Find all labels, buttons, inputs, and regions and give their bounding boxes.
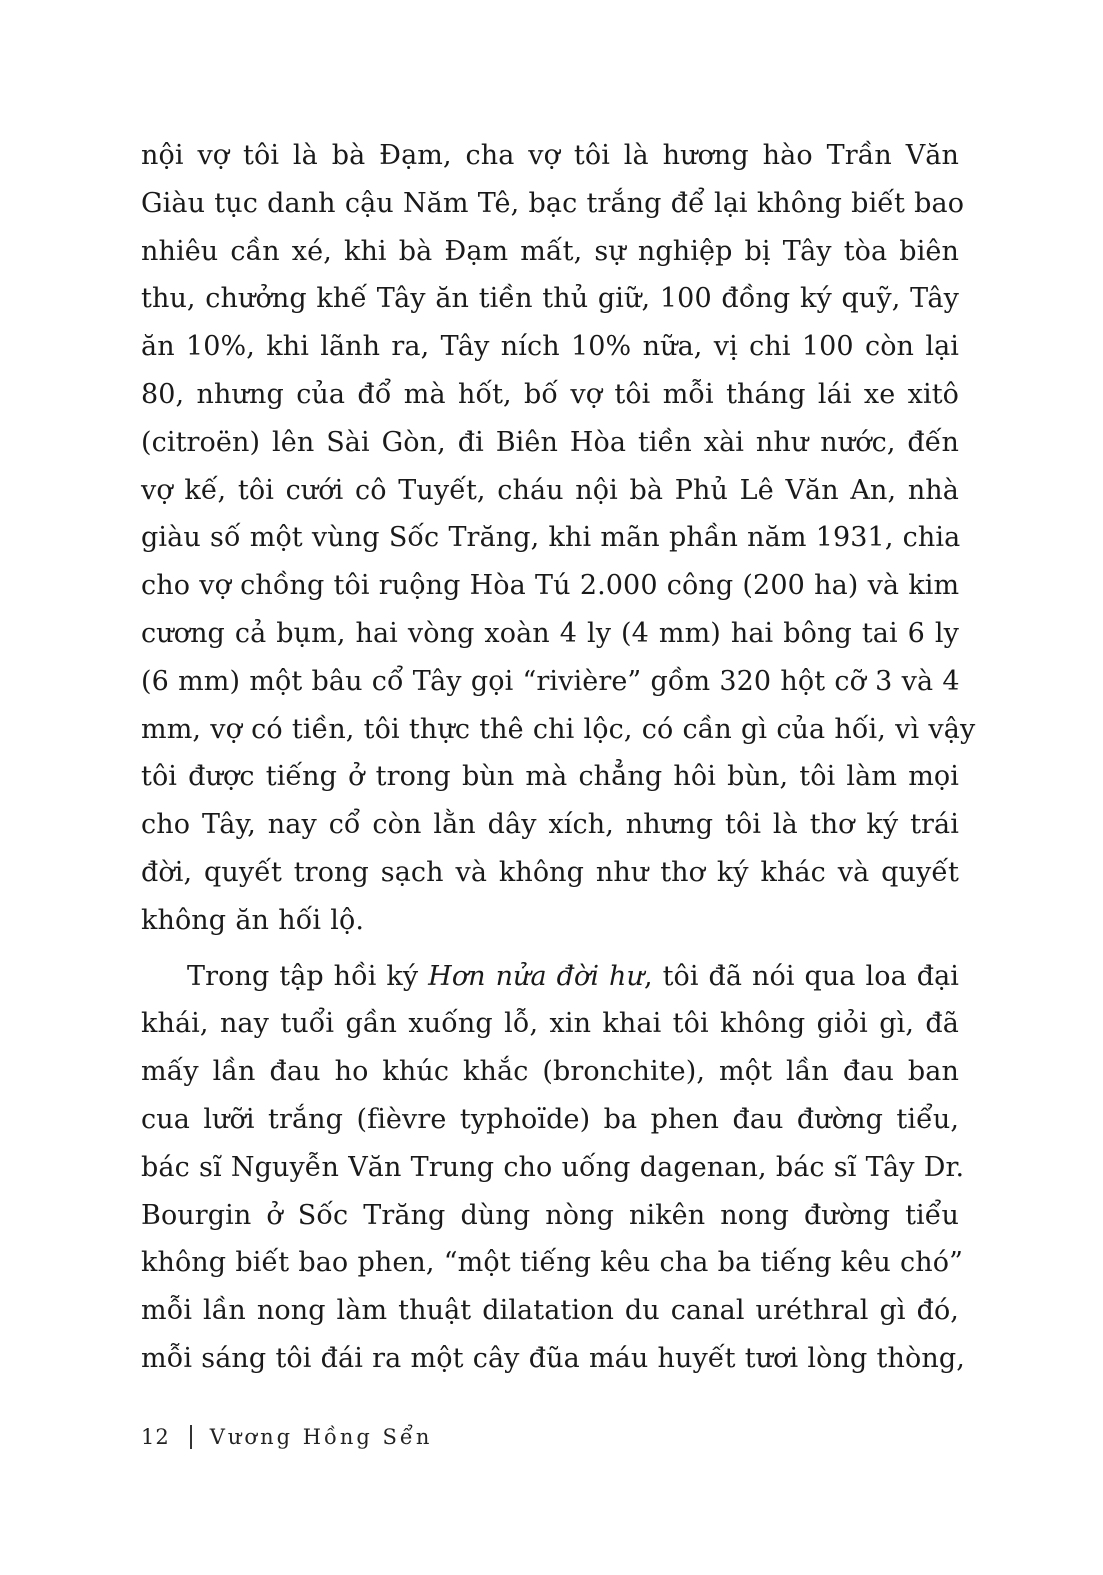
text-line: không ăn hối lộ. bbox=[141, 904, 365, 936]
text-line: khái, nay tuổi gần xuống lỗ, xin khai tôi không giỏi gì, đã bbox=[141, 1008, 959, 1040]
text-line: đời, quyết trong sạch và không như thơ ký khác và quyết bbox=[141, 856, 959, 888]
text-line: mỗi lần nong làm thuật dilatation du canal uréthral gì đó, bbox=[141, 1295, 959, 1327]
text-line: cho vợ chồng tôi ruộng Hòa Tú 2.000 công (200 ha) và kim bbox=[141, 570, 960, 602]
paragraph-1 bbox=[141, 132, 976, 945]
text-line: cua lưỡi trắng (fièvre typhoïde) ba phen đau đường tiểu, bbox=[141, 1103, 959, 1135]
text-line: thu, chưởng khế Tây ăn tiền thủ giữ, 100 đồng ký quỹ, Tây bbox=[141, 283, 959, 315]
text-line: mm, vợ có tiền, tôi thực thê chi lộc, có cần gì của hối, vì vậy bbox=[141, 713, 976, 745]
text-line: cho Tây, nay cổ còn lằn dây xích, nhưng tôi là thơ ký trái bbox=[141, 809, 959, 841]
paragraph-2 bbox=[141, 953, 965, 1383]
text-line: tôi được tiếng ở trong bùn mà chẳng hôi bùn, tôi làm mọi bbox=[141, 761, 959, 793]
book-title-italic: Hơn nửa đời hư bbox=[428, 960, 645, 992]
text-line: 80, nhưng của đổ mà hốt, bố vợ tôi mỗi tháng lái xe xitô bbox=[141, 378, 959, 410]
text-line: bác sĩ Nguyễn Văn Trung cho uống dagenan, bác sĩ Tây Dr. bbox=[141, 1151, 965, 1183]
text-line: Giàu tục danh cậu Năm Tê, bạc trắng để lại không biết bao bbox=[141, 187, 965, 219]
text-run: Trong tập hồi ký bbox=[187, 960, 429, 992]
text-run: , tôi đã nói qua loa đại bbox=[644, 960, 960, 992]
text-line-first bbox=[141, 953, 959, 1001]
text-line: (6 mm) một bâu cổ Tây gọi “rivière” gồm 320 hột cỡ 3 và 4 bbox=[141, 665, 960, 697]
text-line: Bourgin ở Sốc Trăng dùng nòng nikên nong đường tiểu bbox=[141, 1199, 959, 1231]
text-line: mấy lần đau ho khúc khắc (bronchite), một lần đau ban bbox=[141, 1056, 959, 1088]
text-line: cương cả bụm, hai vòng xoàn 4 ly (4 mm) hai bông tai 6 ly bbox=[141, 617, 959, 649]
text-line: mỗi sáng tôi đái ra một cây đũa máu huyết tươi lòng thòng, bbox=[141, 1342, 965, 1374]
text-line: giàu số một vùng Sốc Trăng, khi mãn phần năm 1931, chia bbox=[141, 522, 961, 554]
page-footer bbox=[141, 1421, 432, 1453]
author-name: Vương Hồng Sển bbox=[209, 1425, 433, 1449]
paragraph-gap bbox=[141, 945, 959, 953]
text-line: (citroën) lên Sài Gòn, đi Biên Hòa tiền xài như nước, đến bbox=[141, 426, 959, 458]
text-line: nhiêu cần xé, khi bà Đạm mất, sự nghiệp bị Tây tòa biên bbox=[141, 235, 959, 267]
text-line: ăn 10%, khi lãnh ra, Tây ních 10% nữa, vị chi 100 còn lại bbox=[141, 331, 959, 363]
text-line: không biết bao phen, “một tiếng kêu cha ba tiếng kêu chó” bbox=[141, 1247, 963, 1279]
text-line: nội vợ tôi là bà Đạm, cha vợ tôi là hương hào Trần Văn bbox=[141, 140, 959, 171]
footer-divider bbox=[190, 1425, 192, 1449]
page-number: 12 bbox=[141, 1425, 170, 1449]
text-line: vợ kế, tôi cưới cô Tuyết, cháu nội bà Phủ Lê Văn An, nhà bbox=[141, 474, 959, 506]
body-text bbox=[141, 132, 976, 1383]
